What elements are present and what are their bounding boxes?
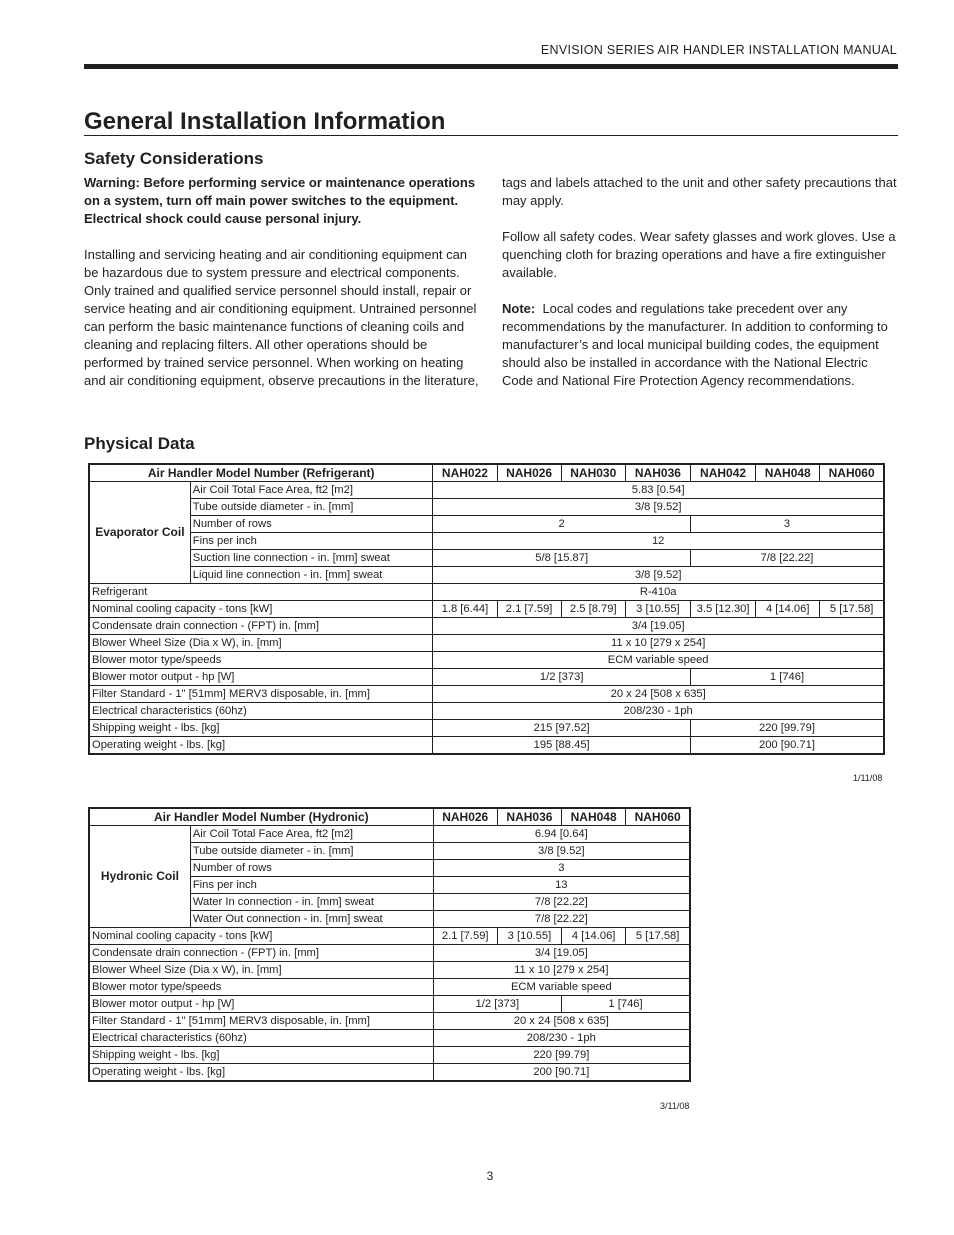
table-row (89, 686, 884, 703)
table-row (89, 1030, 690, 1047)
table-row (89, 737, 884, 755)
table-row (89, 482, 884, 499)
cell-value: ECM variable speed (433, 979, 690, 996)
model-header: NAH036 (497, 808, 561, 826)
cell-value: ECM variable speed (433, 652, 884, 669)
cell-value: 5/8 [15.87] (433, 550, 691, 567)
cell-value: 1/2 [373] (433, 669, 691, 686)
model-header: NAH060 (626, 808, 690, 826)
hydronic-data-table (88, 807, 691, 1082)
row-label: Blower Wheel Size (Dia x W), in. [mm] (89, 635, 433, 652)
cell-value: 11 x 10 [279 x 254] (433, 962, 690, 979)
cell-value: 3/8 [9.52] (433, 843, 690, 860)
cell-value: 7/8 [22.22] (433, 911, 690, 928)
cell-value: 1 [746] (562, 996, 690, 1013)
cell-value: 3/4 [19.05] (433, 945, 690, 962)
table-row (89, 550, 884, 567)
table-row (89, 1013, 690, 1030)
row-label: Water Out connection - in. [mm] sweat (190, 911, 433, 928)
row-label: Blower motor output - hp [W] (89, 996, 433, 1013)
model-header: NAH026 (433, 808, 497, 826)
cell-value: 3 (433, 860, 690, 877)
table-header-row (89, 464, 884, 482)
model-number-label: Air Handler Model Number (Refrigerant) (89, 464, 433, 482)
cell-value: 1.8 [6.44] (433, 601, 497, 618)
cell-value: 200 [90.71] (433, 1064, 690, 1082)
safety-heading: Safety Considerations (84, 149, 264, 168)
row-label: Air Coil Total Face Area, ft2 [m2] (190, 826, 433, 843)
cell-value: 2.1 [7.59] (433, 928, 497, 945)
row-label: Nominal cooling capacity - tons [kW] (89, 928, 433, 945)
cell-value: 2 (433, 516, 691, 533)
table-row (89, 669, 884, 686)
model-header: NAH022 (433, 464, 497, 482)
table-row (89, 1047, 690, 1064)
cell-value: 208/230 - 1ph (433, 703, 884, 720)
page-title: General Installation Information (84, 108, 446, 135)
row-label: Condensate drain connection - (FPT) in. [mm] (89, 945, 433, 962)
table-row (89, 979, 690, 996)
model-header: NAH048 (562, 808, 626, 826)
table-row (89, 945, 690, 962)
row-label: Shipping weight - lbs. [kg] (89, 720, 433, 737)
table-row (89, 533, 884, 550)
row-label: Nominal cooling capacity - tons [kW] (89, 601, 433, 618)
row-label: Refrigerant (89, 584, 433, 601)
row-label: Fins per inch (190, 877, 433, 894)
table-row (89, 516, 884, 533)
row-label: Fins per inch (190, 533, 433, 550)
running-header: ENVISION SERIES AIR HANDLER INSTALLATION MANUAL (540, 43, 897, 57)
cell-value: 4 [14.06] (562, 928, 626, 945)
table-header-row (89, 808, 690, 826)
cell-value: 3/4 [19.05] (433, 618, 884, 635)
row-label: Electrical characteristics (60hz) (89, 703, 433, 720)
row-label: Operating weight - lbs. [kg] (89, 737, 433, 755)
cell-value: 195 [88.45] (433, 737, 691, 755)
cell-value: R-410a (433, 584, 884, 601)
row-label: Number of rows (190, 860, 433, 877)
row-label: Tube outside diameter - in. [mm] (190, 843, 433, 860)
row-label: Shipping weight - lbs. [kg] (89, 1047, 433, 1064)
cell-value: 13 (433, 877, 690, 894)
cell-value: 1 [746] (690, 669, 884, 686)
model-header: NAH048 (756, 464, 820, 482)
cell-value: 3 [10.55] (497, 928, 561, 945)
cell-value: 1/2 [373] (433, 996, 561, 1013)
page-number: 3 (486, 1169, 494, 1183)
table-row (89, 499, 884, 516)
row-label: Blower motor output - hp [W] (89, 669, 433, 686)
model-header: NAH036 (625, 464, 690, 482)
model-header: NAH042 (690, 464, 755, 482)
table-row (89, 928, 690, 945)
physical-data-heading: Physical Data (84, 434, 195, 453)
cell-value: 6.94 [0.64] (433, 826, 690, 843)
cell-value: 215 [97.52] (433, 720, 691, 737)
row-label: Suction line connection - in. [mm] sweat (190, 550, 433, 567)
table-row (89, 720, 884, 737)
row-label: Tube outside diameter - in. [mm] (190, 499, 433, 516)
cell-value: 220 [99.79] (433, 1047, 690, 1064)
cell-value: 2.1 [7.59] (497, 601, 561, 618)
title-rule (84, 135, 898, 136)
cell-value: 2.5 [8.79] (561, 601, 625, 618)
cell-value: 4 [14.06] (756, 601, 820, 618)
row-label: Operating weight - lbs. [kg] (89, 1064, 433, 1082)
cell-value: 7/8 [22.22] (690, 550, 884, 567)
cell-value: 220 [99.79] (690, 720, 884, 737)
hydronic-table-date: 3/11/08 (660, 1101, 690, 1111)
table-row (89, 962, 690, 979)
row-label: Blower motor type/speeds (89, 652, 433, 669)
row-label: Condensate drain connection - (FPT) in. [mm] (89, 618, 433, 635)
header-rule (84, 64, 898, 69)
safety-text (84, 174, 898, 414)
row-label: Water In connection - in. [mm] sweat (190, 894, 433, 911)
table-row (89, 567, 884, 584)
row-label: Filter Standard - 1" [51mm] MERV3 disposable, in. [mm] (89, 1013, 433, 1030)
table-row (89, 652, 884, 669)
cell-value: 5.83 [0.54] (433, 482, 884, 499)
row-label: Air Coil Total Face Area, ft2 [m2] (190, 482, 433, 499)
safety-note (502, 300, 898, 390)
cell-value: 3.5 [12.30] (690, 601, 755, 618)
row-label: Liquid line connection - in. [mm] sweat (190, 567, 433, 584)
note-label: Note: (502, 301, 536, 316)
cell-value: 200 [90.71] (690, 737, 884, 755)
cell-value: 3/8 [9.52] (433, 499, 884, 516)
note-text: Local codes and regulations take precedent over any recommendations by the manufacturer. In addition to conforming to manufacturer’s and local municipal building codes, the equipment should also be installed in accordance with the National Electric Code and National Fire Protection Agency recommendations. (502, 301, 888, 388)
refrigerant-table-date: 1/11/08 (853, 773, 883, 783)
safety-paragraph-1: Installing and servicing heating and air conditioning equipment can be hazardous due to system pressure and electrical components. Only trained and qualified service personnel should install, repair or service heating and air conditioning equipment. Untrained personnel can perform the basic maintenance functions of cleaning coils and cleaning and replacing filters. All other operations should be performed by trained service personnel. When working on heating and air conditioning equipment, observe precautions in the literature, tags and labels attached to the unit and other safety precautions that may apply. (84, 175, 897, 388)
model-header: NAH060 (820, 464, 884, 482)
cell-value: 7/8 [22.22] (433, 894, 690, 911)
row-label: Electrical characteristics (60hz) (89, 1030, 433, 1047)
table-row (89, 1064, 690, 1082)
refrigerant-data-table (88, 463, 885, 755)
cell-value: 11 x 10 [279 x 254] (433, 635, 884, 652)
row-label: Blower Wheel Size (Dia x W), in. [mm] (89, 962, 433, 979)
safety-paragraph-2: Follow all safety codes. Wear safety glasses and work gloves. Use a quenching cloth for brazing operations and have a fire extinguisher available. (502, 229, 896, 280)
cell-value: 3 (690, 516, 884, 533)
hydronic-coil-group: Hydronic Coil (89, 826, 190, 928)
table-row (89, 601, 884, 618)
model-header: NAH026 (497, 464, 561, 482)
cell-value: 20 x 24 [508 x 635] (433, 686, 884, 703)
cell-value: 208/230 - 1ph (433, 1030, 690, 1047)
table-row (89, 618, 884, 635)
safety-warning: Warning: Before performing service or maintenance operations on a system, turn off main power switches to the equipment. Electrical shock could cause personal injury. (84, 175, 476, 226)
cell-value: 12 (433, 533, 884, 550)
cell-value: 3 [10.55] (625, 601, 690, 618)
table-row (89, 635, 884, 652)
model-number-label: Air Handler Model Number (Hydronic) (89, 808, 433, 826)
table-row (89, 584, 884, 601)
model-header: NAH030 (561, 464, 625, 482)
table-row (89, 703, 884, 720)
row-label: Number of rows (190, 516, 433, 533)
table-row (89, 996, 690, 1013)
evaporator-coil-group: Evaporator Coil (89, 482, 190, 584)
row-label: Blower motor type/speeds (89, 979, 433, 996)
cell-value: 5 [17.58] (820, 601, 884, 618)
cell-value: 5 [17.58] (626, 928, 690, 945)
cell-value: 20 x 24 [508 x 635] (433, 1013, 690, 1030)
table-row (89, 826, 690, 843)
cell-value: 3/8 [9.52] (433, 567, 884, 584)
row-label: Filter Standard - 1" [51mm] MERV3 disposable, in. [mm] (89, 686, 433, 703)
